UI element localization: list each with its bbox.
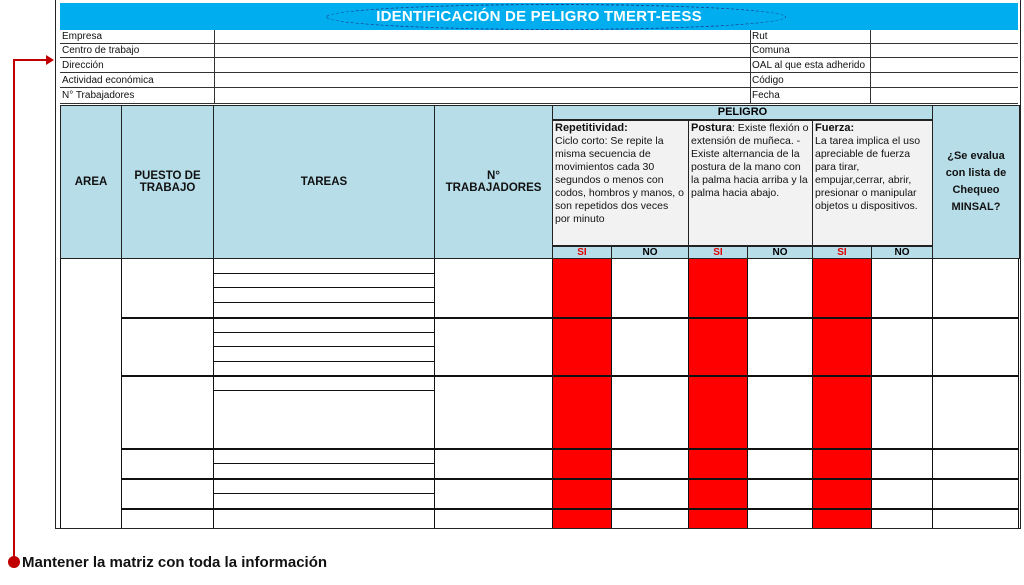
no-header: NO	[747, 246, 813, 259]
grid-line	[932, 259, 933, 528]
grid-line	[121, 317, 1018, 319]
si-header: SI	[688, 246, 748, 259]
grid-line	[213, 273, 434, 274]
info-label: Empresa	[62, 31, 103, 42]
grid-line	[213, 390, 434, 391]
si-header: SI	[812, 246, 872, 259]
header-puesto: PUESTO DE TRABAJO	[121, 105, 214, 259]
grid-line	[121, 375, 1018, 377]
si-column-repetitividad[interactable]	[553, 259, 611, 528]
risk-title: Postura	[691, 122, 732, 134]
grid-line	[60, 259, 61, 528]
grid-line	[213, 332, 434, 333]
header-area: AREA	[60, 105, 122, 259]
grid-line	[747, 259, 748, 528]
no-header: NO	[871, 246, 933, 259]
info-divider	[214, 30, 215, 104]
grid-line	[213, 346, 434, 347]
risk-title: Repetitividad:	[555, 122, 628, 134]
info-label: N° Trabajadores	[62, 90, 135, 101]
risk-repetitividad	[552, 120, 689, 246]
grid-line	[611, 259, 612, 528]
info-row[interactable]	[60, 59, 1018, 73]
grid-line	[213, 463, 434, 464]
grid-line	[812, 259, 813, 528]
header-evalua: ¿Se evalua con lista de Chequeo MINSAL?	[932, 105, 1020, 259]
info-label: Actividad económica	[62, 75, 154, 86]
grid-line	[121, 478, 1018, 480]
no-header: NO	[611, 246, 689, 259]
info-label: OAL al que esta adherido	[752, 60, 866, 71]
risk-postura	[688, 120, 813, 246]
info-label: Comuna	[752, 45, 790, 56]
grid-line	[121, 259, 122, 528]
risk-description: La tarea implica el uso apreciable de fuerza para tirar, empujar,cerrar, abrir, presionar o manipular objetos u dispositivos.	[815, 135, 921, 212]
si-column-postura[interactable]	[689, 259, 747, 528]
info-row[interactable]	[60, 44, 1018, 58]
info-label: Fecha	[752, 90, 780, 101]
title-bar	[60, 3, 1018, 30]
grid-line	[1018, 259, 1019, 528]
info-section	[60, 30, 1018, 104]
annotation-arrow	[0, 0, 60, 585]
risk-fuerza	[812, 120, 933, 246]
info-label: Código	[752, 75, 784, 86]
info-row[interactable]	[60, 74, 1018, 88]
info-row[interactable]	[60, 30, 1018, 44]
annotation-note: Mantener la matriz con toda la información	[22, 554, 328, 571]
si-column-fuerza[interactable]	[813, 259, 871, 528]
grid-line	[434, 259, 435, 528]
grid-line	[213, 302, 434, 303]
risk-title: Fuerza:	[815, 122, 855, 134]
grid-line	[871, 259, 872, 528]
info-divider	[870, 30, 871, 104]
header-tareas: TAREAS	[213, 105, 435, 259]
grid-line	[213, 287, 434, 288]
header-trabajadores: N° TRABAJADORES	[434, 105, 553, 259]
grid-line	[121, 448, 1018, 450]
header-peligro: PELIGRO	[552, 105, 933, 120]
grid-line	[121, 508, 1018, 510]
info-label: Rut	[752, 31, 768, 42]
risk-description: : Existe flexión o extensión de muñeca. -Existe alternancia de la postura de la mano con la palma hacia arriba y la palma hacia abajo.	[691, 122, 809, 199]
info-divider	[750, 30, 751, 104]
info-label: Dirección	[62, 60, 104, 71]
info-row[interactable]	[60, 89, 1018, 104]
grid-line	[213, 493, 434, 494]
grid-line	[213, 361, 434, 362]
grid-line	[213, 259, 214, 528]
risk-description: Ciclo corto: Se repite la misma secuencia de movimientos cada 30 segundos o menos con codos, hombros y manos, o son repetidos dos veces por minuto	[555, 135, 684, 225]
si-header: SI	[552, 246, 612, 259]
info-label: Centro de trabajo	[62, 45, 140, 56]
spreadsheet-matrix	[55, 0, 1021, 529]
page-title: IDENTIFICACIÓN DE PELIGRO TMERT-EESS	[376, 8, 702, 25]
grid-line	[552, 259, 553, 528]
grid-line	[688, 259, 689, 528]
